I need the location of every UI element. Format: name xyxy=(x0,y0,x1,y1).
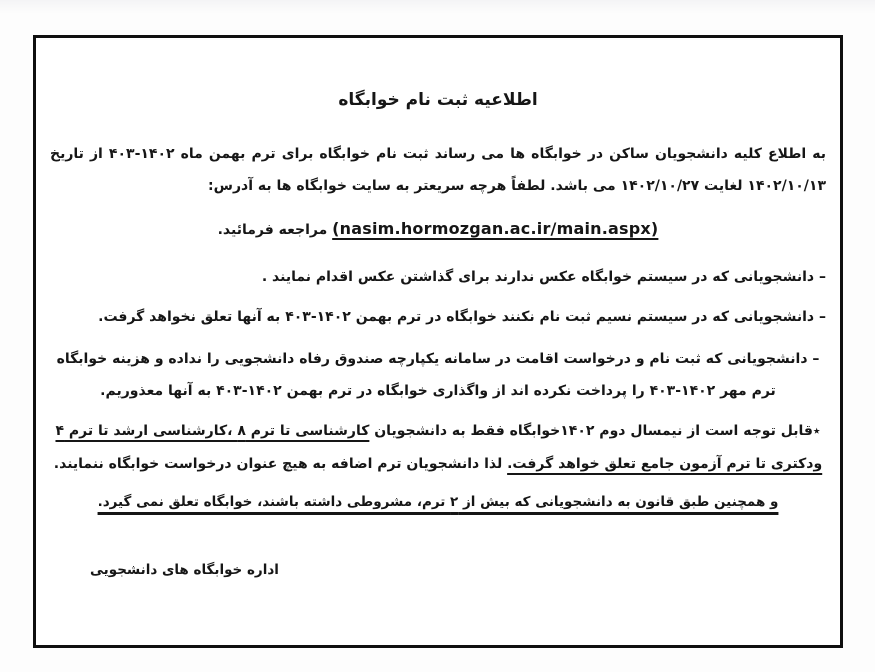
bullet-welfare-fund-payment: – دانشجویانی که ثبت نام و درخواست اقامت در سامانه یکپارچه صندوق رفاه دانشجویی را نداده و هزینه خوابگاه ترم مهر ۱۴۰۲-۴۰۳ را پرداخت نکرده اند از واگذاری خوابگاه در ترم بهمن ۱۴۰۲-۴۰۳ به آنها معذوریم. xyxy=(56,351,820,399)
dormitory-office-signature: اداره خوابگاه های دانشجویی xyxy=(90,562,279,578)
intro-paragraph: به اطلاع کلیه دانشجویان ساکن در خوابگاه ها می رساند ثبت نام خوابگاه برای ترم بهمن ماه ۱۴۰۲-۴۰۳ از تاریخ ۱۴۰۲/۱۰/۱۳ لغایت ۱۴۰۲/۱۰/۲۷ می باشد. لطفاً هرچه سریعتر به سایت خوابگاه ها به آدرس: xyxy=(50,146,826,194)
note-suffix: لذا دانشجویان ترم اضافه به هیچ عنوان درخواست خوابگاه ننمایند. xyxy=(53,456,508,472)
probation-rule-line: و همچنین طبق قانون به دانشجویانی که بیش از ۲ ترم، مشروطی داشته باشند، خوابگاه تعلق نمی گیرد. xyxy=(97,494,779,510)
bullet-nasim-registration: – دانشجویانی که در سیستم نسیم ثبت نام نکنند خوابگاه در ترم بهمن ۱۴۰۲-۴۰۳ به آنها تعلق نخواهد گرفت. xyxy=(98,309,826,325)
note-underlined-rule: کارشناسی تا ترم ۸ ،کارشناسی ارشد تا ترم ۴ ودکتری تا ترم آزمون جامع تعلق خواهد گرفت. xyxy=(55,423,823,472)
bullet-photo-upload: – دانشجویانی که در سیستم خوابگاه عکس ندارند برای گذاشتن عکس اقدام نمایند . xyxy=(261,269,826,285)
website-url: (nasim.hormozgan.ac.ir/main.aspx) xyxy=(332,219,659,238)
website-line xyxy=(50,216,826,243)
website-visit-text: مراجعه فرمائید. xyxy=(217,222,333,238)
term-limit-note xyxy=(50,415,826,481)
note-prefix: ٭قابل توجه است از نیمسال دوم ۱۴۰۲خوابگاه فقط به دانشجویان xyxy=(369,423,821,439)
announcement-title: اطلاعیه ثبت نام خوابگاه xyxy=(338,90,538,110)
announcement-sheet xyxy=(33,35,843,648)
